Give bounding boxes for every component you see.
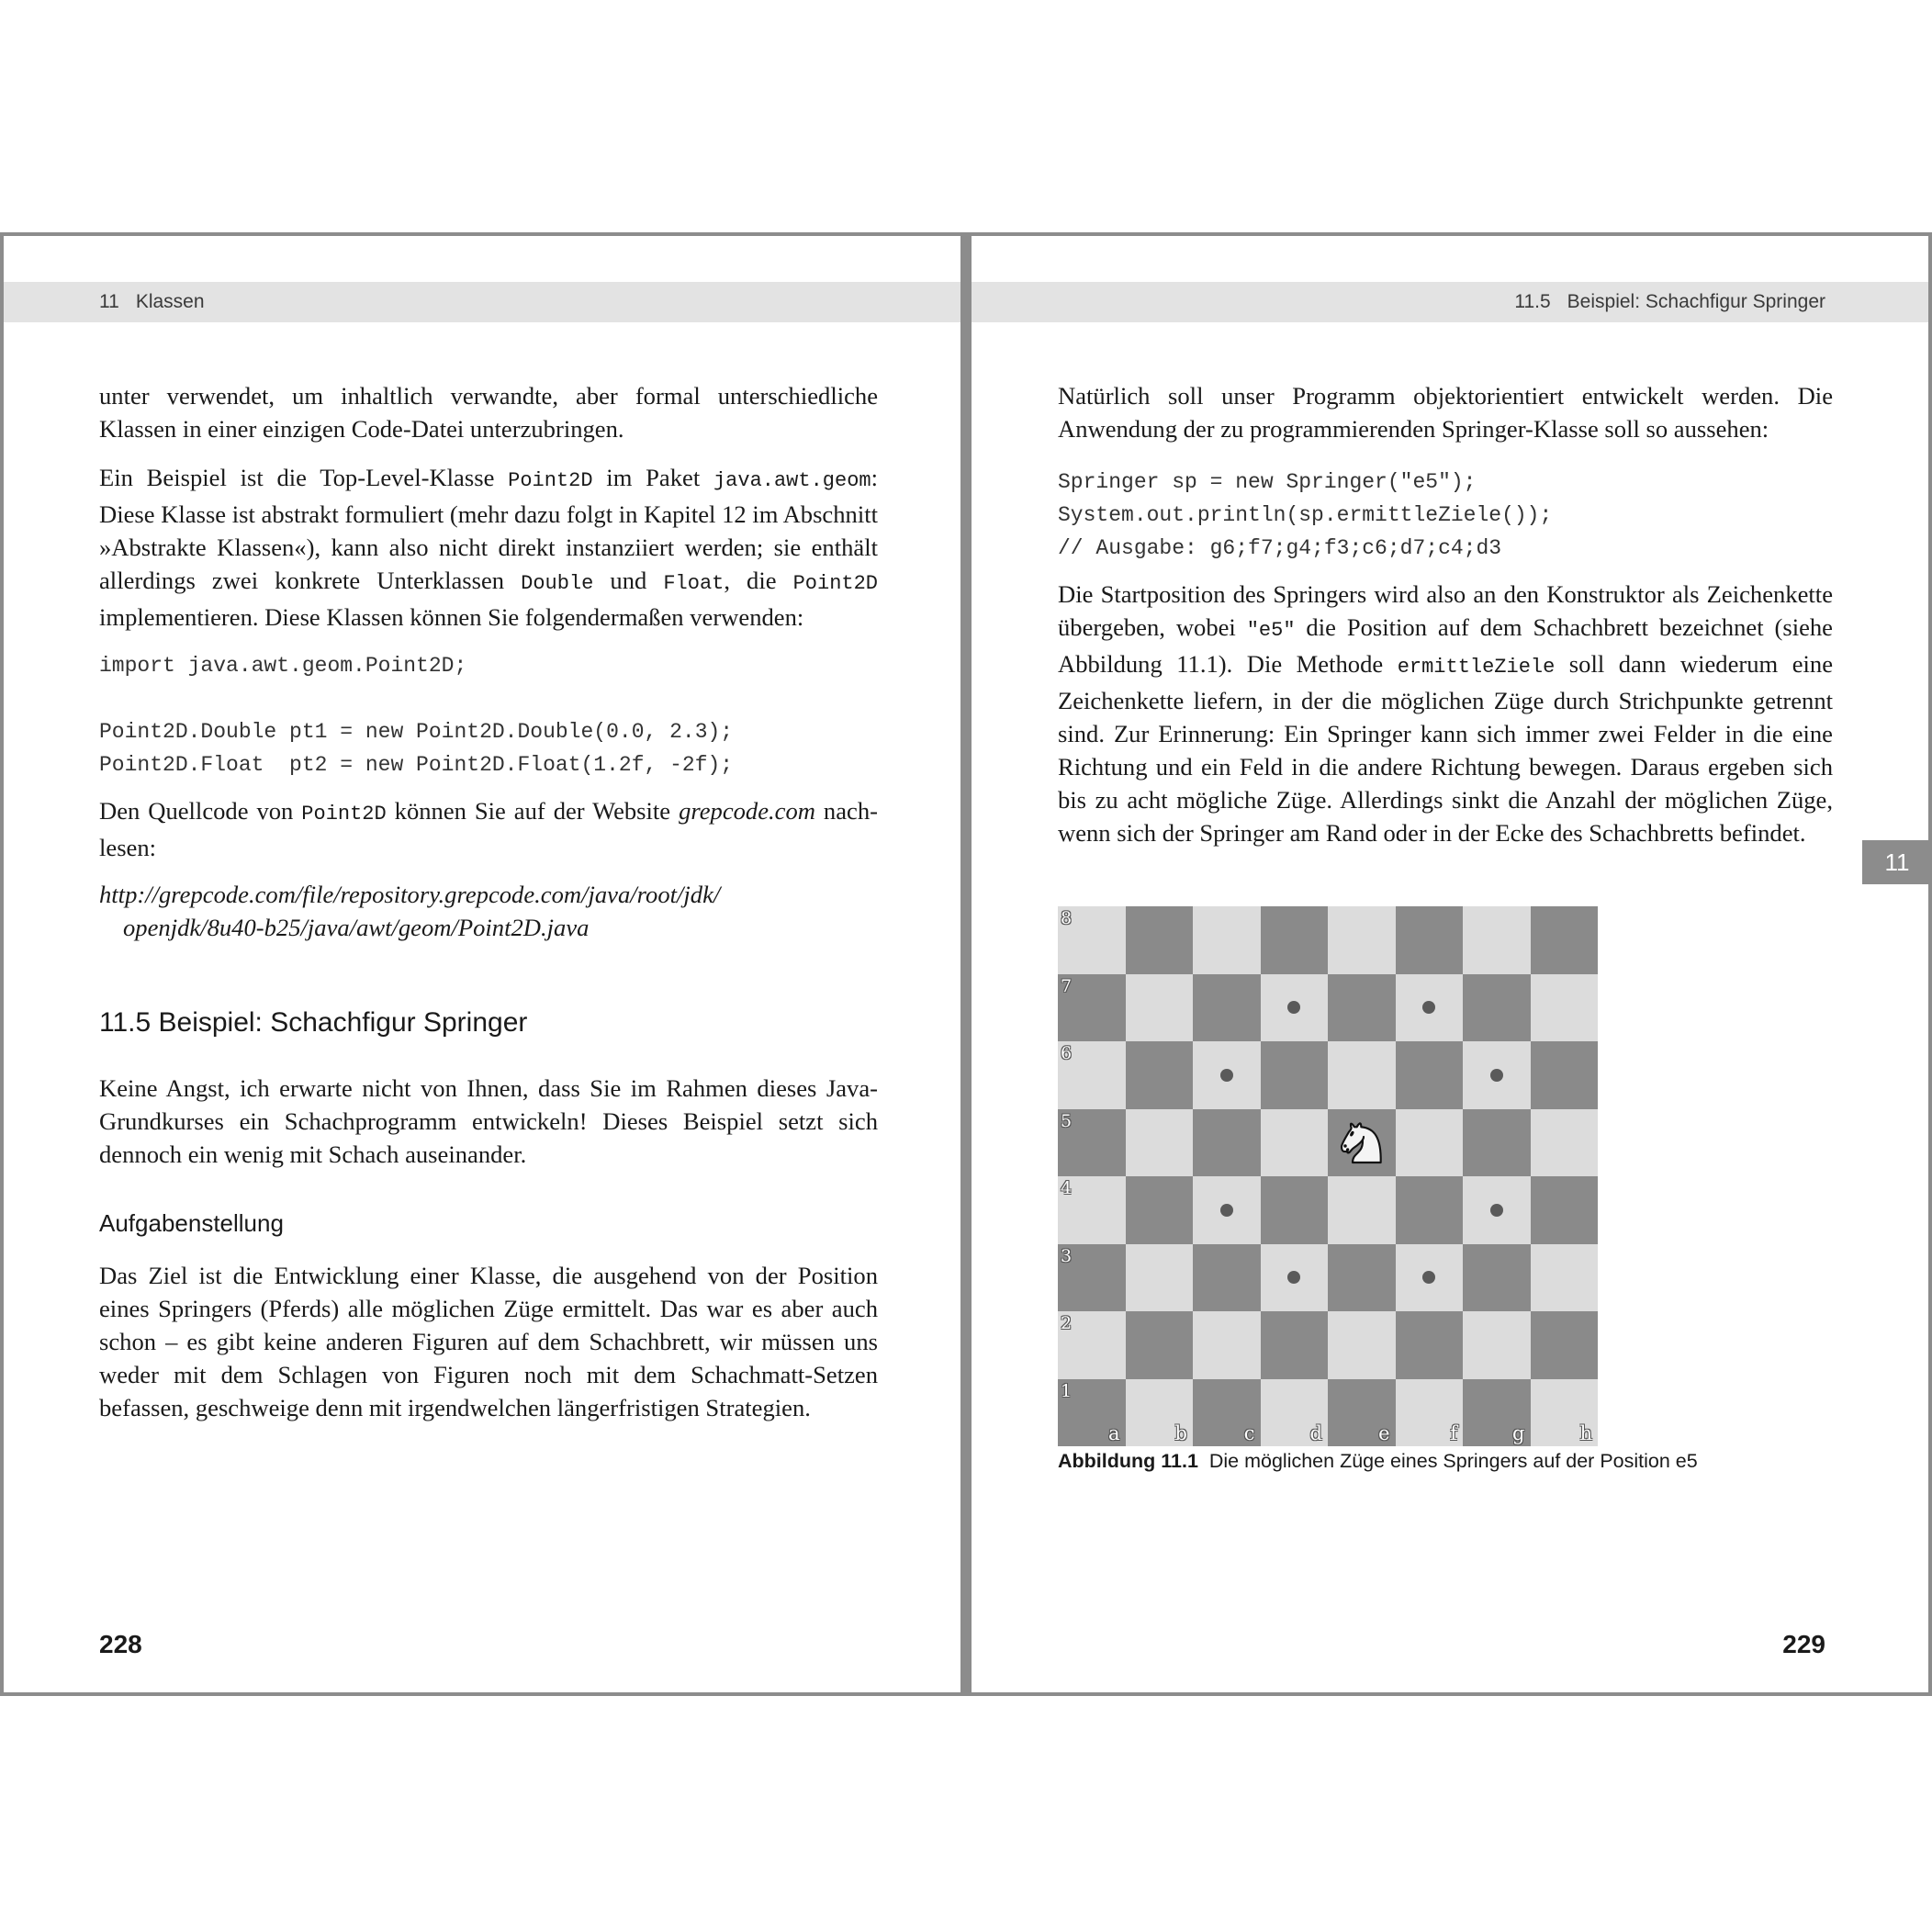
square-a1: [1058, 1379, 1126, 1447]
square-c3: [1193, 1244, 1261, 1312]
square-d6: [1261, 1041, 1329, 1109]
square-b2: [1126, 1311, 1194, 1379]
code-block: Springer sp = new Springer("e5"); System.out.println(sp.ermittleZiele()); // Ausgabe: g6;f7;g4;f3;c6;d7;c4;d3: [1058, 470, 1553, 560]
section-title: Beispiel: Schachfigur Springer: [1567, 291, 1825, 312]
square-b7: [1126, 974, 1194, 1042]
rank-label: 6: [1061, 1043, 1073, 1063]
knight-icon: [1328, 1109, 1396, 1177]
file-label: f: [1450, 1422, 1457, 1444]
chapter-title: Klassen: [135, 291, 205, 312]
square-g4: [1463, 1176, 1531, 1244]
square-d3: [1261, 1244, 1329, 1312]
rank-label: 3: [1061, 1245, 1073, 1266]
left-page: [0, 232, 966, 1696]
square-c7: [1193, 974, 1261, 1042]
file-label: d: [1309, 1422, 1322, 1444]
square-f4: [1396, 1176, 1464, 1244]
square-b6: [1126, 1041, 1194, 1109]
square-g1: [1463, 1379, 1531, 1447]
square-h2: [1531, 1311, 1599, 1379]
square-c2: [1193, 1311, 1261, 1379]
square-e3: [1328, 1244, 1396, 1312]
square-g3: [1463, 1244, 1531, 1312]
square-e6: [1328, 1041, 1396, 1109]
paragraph: Das Ziel ist die Entwicklung einer Klasse, die ausgehend von der Position eines Springers (Pferds) alle möglichen Züge ermittelt. Das war es aber auch schon – es gibt keine anderen Figuren auf dem Schachbrett, wir müssen uns weder mit dem Schlagen von Figuren noch mit dem Schachmatt-Setzen befassen, geschweige denn mit irgendwelchen längerfristigen Strategien.: [99, 1262, 878, 1421]
file-label: b: [1174, 1422, 1187, 1444]
square-e8: [1328, 906, 1396, 974]
move-target-dot: [1287, 1271, 1300, 1284]
square-f6: [1396, 1041, 1464, 1109]
file-label: h: [1579, 1422, 1592, 1444]
square-e5: [1328, 1109, 1396, 1177]
paragraph: Den Quellcode von Point2D können Sie auf der Website grepcode.com nachlesen:: [99, 797, 878, 861]
rank-label: 4: [1061, 1178, 1073, 1198]
square-f1: [1396, 1379, 1464, 1447]
square-a8: [1058, 906, 1126, 974]
move-target-dot: [1490, 1204, 1503, 1217]
square-f2: [1396, 1311, 1464, 1379]
square-h7: [1531, 974, 1599, 1042]
square-g7: [1463, 974, 1531, 1042]
move-target-dot: [1287, 1001, 1300, 1014]
file-label: e: [1378, 1422, 1390, 1444]
square-g6: [1463, 1041, 1531, 1109]
square-d8: [1261, 906, 1329, 974]
source-url[interactable]: http://grepcode.com/file/repository.grepcode.com/java/root/jdk/ openjdk/8u40-b25/java/awt/geom/Point2D.java: [99, 881, 721, 941]
square-a2: [1058, 1311, 1126, 1379]
move-target-dot: [1220, 1204, 1233, 1217]
move-target-dot: [1422, 1271, 1435, 1284]
chessboard: [1058, 906, 1598, 1446]
move-target-dot: [1490, 1069, 1503, 1082]
square-a7: [1058, 974, 1126, 1042]
square-h4: [1531, 1176, 1599, 1244]
square-c4: [1193, 1176, 1261, 1244]
square-g8: [1463, 906, 1531, 974]
square-a6: [1058, 1041, 1126, 1109]
code-block: import java.awt.geom.Point2D; Point2D.Double pt1 = new Point2D.Double(0.0, 2.3); Point2D.Float pt2 = new Point2D.Float(1.2f, -2f);: [99, 654, 734, 777]
paragraph: Die Startposition des Springers wird also an den Konstruktor als Zeichenkette übergeben, wobei "e5" die Position auf dem Schachbrett bezeichnet (siehe Abbildung 11.1). Die Methode ermittleZiele soll dann wiederum eine Zeichenkette liefern, in der die möglichen Züge durch Strichpunkte getrennt sind. Zur Erinnerung: Ein Springer kann sich immer zwei Felder in die eine Richtung und ein Feld in die andere Richtung bewegen. Daraus ergeben sich bis zu acht mögliche Züge. Allerdings sinkt die Anzahl der möglichen Züge, wenn sich der Springer am Rand oder in der Ecke des Schachbretts befindet.: [1058, 580, 1834, 847]
running-header: [4, 282, 962, 322]
section-heading: 11.5 Beispiel: Schachfigur Springer: [99, 1007, 528, 1038]
paragraph: unter verwendet, um inhaltlich verwandte, aber formal unterschiedliche Klassen in einer einzigen Code-Datei unterzubringen.: [99, 382, 878, 443]
square-h6: [1531, 1041, 1599, 1109]
square-b8: [1126, 906, 1194, 974]
page-number: 228: [99, 1630, 142, 1658]
paragraph: Natürlich soll unser Programm objektorientiert entwickelt werden. Die Anwendung der zu programmierenden Springer-Klasse soll so aussehen:: [1058, 382, 1833, 443]
square-d4: [1261, 1176, 1329, 1244]
square-c1: [1193, 1379, 1261, 1447]
square-d1: [1261, 1379, 1329, 1447]
square-e1: [1328, 1379, 1396, 1447]
rank-label: 7: [1061, 975, 1073, 996]
square-b4: [1126, 1176, 1194, 1244]
rank-label: 1: [1061, 1380, 1073, 1401]
square-a4: [1058, 1176, 1126, 1244]
chapter-thumb-tab: 11: [1862, 840, 1932, 884]
square-a3: [1058, 1244, 1126, 1312]
square-g2: [1463, 1311, 1531, 1379]
square-h3: [1531, 1244, 1599, 1312]
subheading: Aufgabenstellung: [99, 1209, 284, 1237]
square-d5: [1261, 1109, 1329, 1177]
square-h8: [1531, 906, 1599, 974]
square-b3: [1126, 1244, 1194, 1312]
figure-caption: Abbildung 11.1 Die möglichen Züge eines Springers auf der Position e5: [1058, 1450, 1698, 1472]
square-f8: [1396, 906, 1464, 974]
paragraph: Ein Beispiel ist die Top-Level-Klasse Point2D im Paket java.awt.geom: Diese Klasse ist abstrakt formuliert (mehr dazu folgt in Kapitel 12 im Abschnitt »Abstrakte Klassen«), kann also nicht direkt instanziiert werden; sie enthält allerdings zwei konkrete Unterklassen Double und Float, die Point2D implementieren. Diese Klassen können Sie folgendermaßen verwenden:: [99, 464, 879, 631]
square-b5: [1126, 1109, 1194, 1177]
right-page: [966, 232, 1932, 1696]
page-number: 229: [1782, 1630, 1825, 1658]
paragraph: Keine Angst, ich erwarte nicht von Ihnen, dass Sie im Rahmen dieses Java-Grundkurses ein Schachprogramm entwickeln! Dieses Beispiel setzt sich dennoch ein wenig mit Schach auseinander.: [99, 1074, 878, 1168]
square-e7: [1328, 974, 1396, 1042]
square-b1: [1126, 1379, 1194, 1447]
square-f3: [1396, 1244, 1464, 1312]
square-d2: [1261, 1311, 1329, 1379]
square-c8: [1193, 906, 1261, 974]
running-header: [970, 282, 1928, 322]
square-h5: [1531, 1109, 1599, 1177]
rank-label: 5: [1061, 1110, 1073, 1131]
square-f7: [1396, 974, 1464, 1042]
move-target-dot: [1220, 1069, 1233, 1082]
rank-label: 8: [1061, 908, 1073, 928]
square-e4: [1328, 1176, 1396, 1244]
square-h1: [1531, 1379, 1599, 1447]
chapter-number: 11: [99, 291, 119, 312]
square-c5: [1193, 1109, 1261, 1177]
square-g5: [1463, 1109, 1531, 1177]
section-number: 11.5: [1514, 291, 1551, 312]
file-label: g: [1512, 1422, 1525, 1444]
rank-label: 2: [1061, 1313, 1073, 1333]
move-target-dot: [1422, 1001, 1435, 1014]
square-d7: [1261, 974, 1329, 1042]
square-f5: [1396, 1109, 1464, 1177]
book-spine: [960, 232, 972, 1696]
square-a5: [1058, 1109, 1126, 1177]
file-label: a: [1107, 1422, 1120, 1444]
square-e2: [1328, 1311, 1396, 1379]
file-label: c: [1243, 1422, 1255, 1444]
square-c6: [1193, 1041, 1261, 1109]
